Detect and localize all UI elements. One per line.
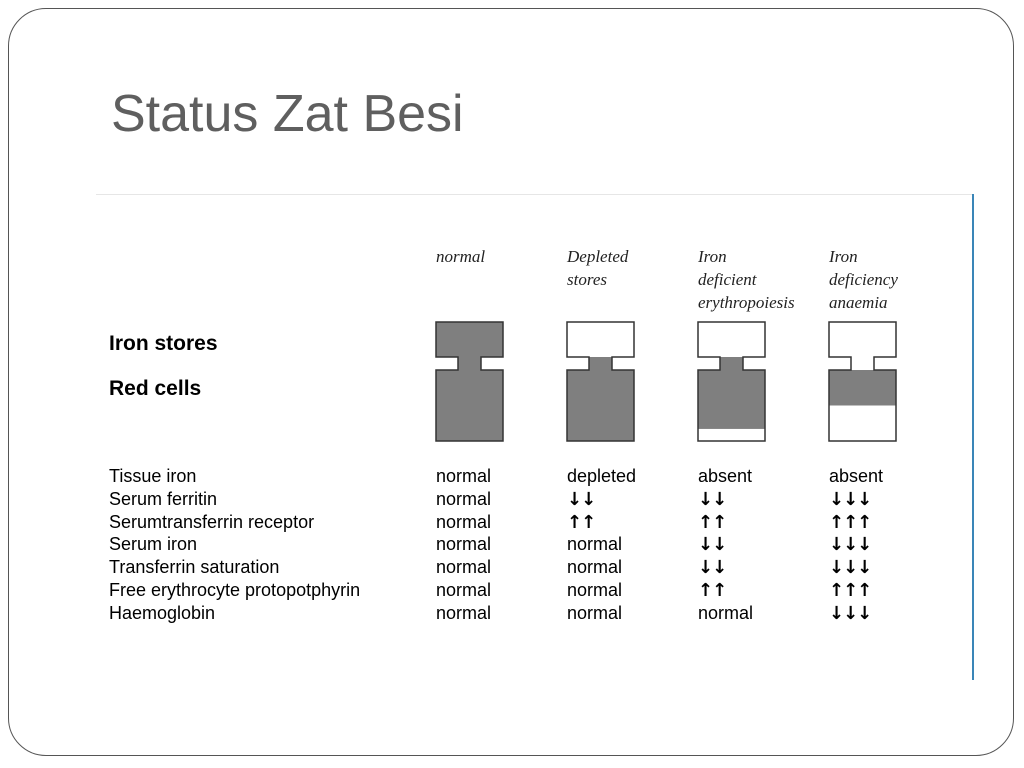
arrow-indicator: ↓↓↓ bbox=[829, 534, 872, 556]
iron-beaker bbox=[698, 322, 765, 442]
table-cell: normal bbox=[567, 602, 623, 623]
column-header-line: erythropoiesis bbox=[698, 293, 795, 312]
arrow-indicator: ↓↓ bbox=[567, 488, 596, 510]
column-header bbox=[698, 245, 795, 314]
table-cell: absent bbox=[829, 466, 884, 486]
table-cell: normal bbox=[436, 602, 492, 623]
table-row-label: Tissue iron bbox=[109, 466, 197, 486]
arrow-indicator: ↓↓↓ bbox=[829, 557, 872, 579]
table-cell: normal bbox=[567, 580, 623, 600]
red-cells-label: Red cells bbox=[109, 377, 202, 400]
accent-line bbox=[972, 194, 974, 680]
table-row-label: Haemoglobin bbox=[109, 602, 216, 623]
beaker-neck-fill bbox=[720, 357, 743, 370]
table-cell: normal bbox=[698, 602, 754, 623]
table-cell: normal bbox=[436, 466, 492, 486]
table-cell: normal bbox=[436, 580, 492, 600]
arrow-indicator: ↑↑↑ bbox=[829, 511, 872, 533]
column-header bbox=[829, 245, 898, 314]
column-header-line: Depleted bbox=[567, 247, 629, 266]
table-row-label: Serum ferritin bbox=[109, 488, 218, 509]
arrow-indicator: ↑↑ bbox=[698, 580, 727, 601]
iron-beaker bbox=[567, 322, 634, 442]
column-header-line: normal bbox=[436, 247, 486, 266]
table-cell: normal bbox=[567, 557, 623, 578]
column-header bbox=[567, 245, 628, 291]
arrow-indicator: ↑↑ bbox=[567, 511, 596, 533]
table-cell: normal bbox=[436, 488, 492, 509]
arrow-indicator: ↓↓↓ bbox=[829, 602, 872, 624]
table-row-label: Free erythrocyte protopotphyrin bbox=[109, 580, 361, 600]
iron-stores-label: Iron stores bbox=[109, 332, 218, 355]
column-header-line: stores bbox=[567, 270, 607, 289]
title-divider bbox=[96, 194, 974, 195]
iron-beaker bbox=[829, 322, 896, 442]
table-row-label: Serumtransferrin receptor bbox=[109, 511, 315, 532]
beaker-neck-fill bbox=[458, 357, 481, 370]
column-header-line: Iron bbox=[698, 247, 727, 266]
arrow-indicator: ↓↓ bbox=[698, 557, 727, 579]
red-cells-fill bbox=[567, 370, 634, 441]
arrow-indicator: ↓↓ bbox=[698, 488, 727, 510]
arrow-indicator: ↓↓ bbox=[698, 534, 727, 556]
table-row-label: Serum iron bbox=[109, 534, 198, 555]
arrow-indicator: ↓↓↓ bbox=[829, 488, 872, 510]
table-row-label: Transferrin saturation bbox=[109, 557, 280, 578]
beaker-neck-fill bbox=[589, 357, 612, 370]
column-header-line: Iron bbox=[829, 247, 858, 266]
table-cell: normal bbox=[436, 534, 492, 555]
column-header-line: anaemia bbox=[829, 293, 888, 312]
table-cell: normal bbox=[436, 511, 492, 532]
red-cells-fill bbox=[698, 370, 765, 429]
column-header-line: deficiency bbox=[829, 270, 898, 289]
table-cell: normal bbox=[567, 534, 623, 555]
table-cell: absent bbox=[698, 466, 753, 486]
red-cells-fill bbox=[829, 370, 896, 406]
iron-stores-fill bbox=[436, 322, 503, 357]
table-cell: depleted bbox=[567, 466, 637, 486]
slide-title: Status Zat Besi bbox=[111, 85, 464, 143]
beaker-neck-fill bbox=[851, 357, 874, 370]
arrow-indicator: ↑↑↑ bbox=[829, 580, 872, 601]
column-header-line: deficient bbox=[698, 270, 757, 289]
arrow-indicator: ↑↑ bbox=[698, 511, 727, 533]
table-cell: normal bbox=[436, 557, 492, 578]
iron-beaker bbox=[436, 322, 503, 442]
red-cells-fill bbox=[436, 370, 503, 441]
column-header bbox=[436, 245, 485, 268]
